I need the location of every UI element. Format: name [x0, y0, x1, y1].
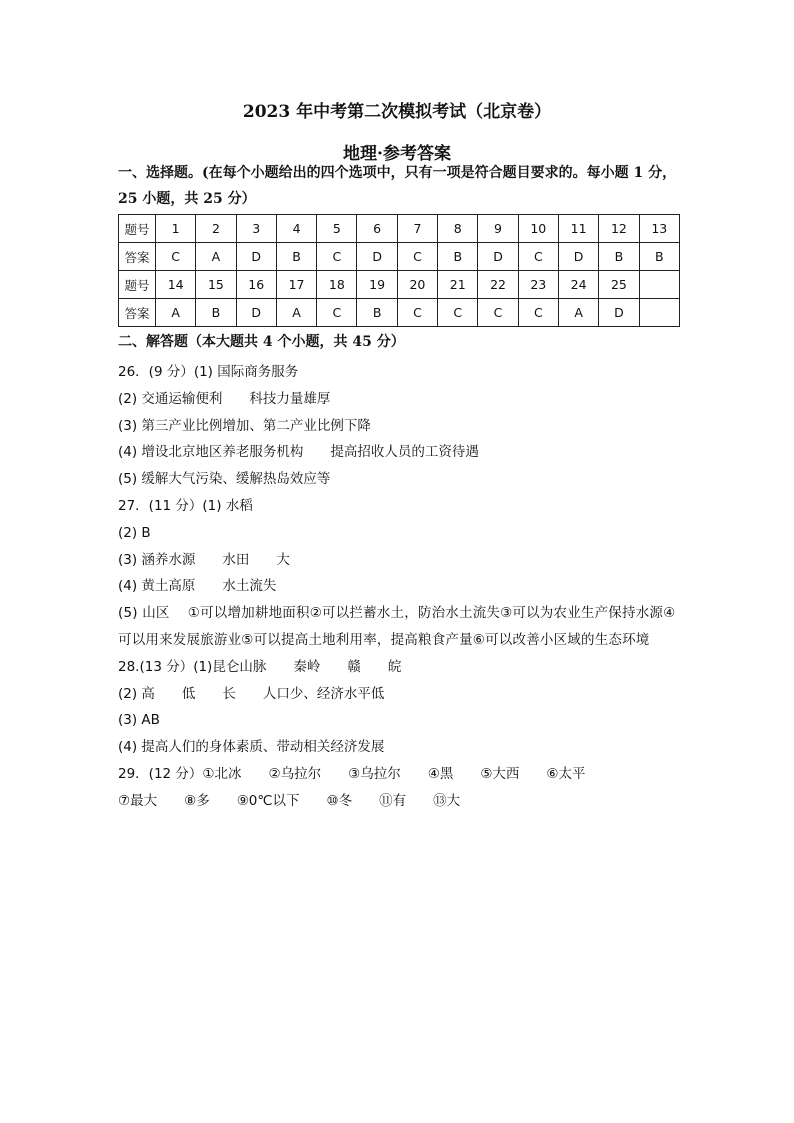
answer-line-29-1: 29．(12 分）①北冰 ②乌拉尔 ③乌拉尔 ④黑 ⑤大西 ⑥太平 [118, 765, 586, 782]
table-cell: 4 [276, 215, 316, 243]
answer-line-28-2: (2) 高 低 长 人口少、经济水平低 [118, 685, 385, 702]
table-cell: 7 [397, 215, 437, 243]
table-row-label: 题号 [119, 271, 156, 299]
table-cell: 22 [478, 271, 518, 299]
table-row-label: 题号 [119, 215, 156, 243]
table-cell: 19 [357, 271, 397, 299]
table-cell: 17 [276, 271, 316, 299]
table-cell: 2 [196, 215, 236, 243]
table-cell: C [317, 243, 357, 271]
table-cell: A [196, 243, 236, 271]
table-row-questions-2 [119, 271, 680, 299]
table-cell: 9 [478, 215, 518, 243]
table-cell: 15 [196, 271, 236, 299]
table-cell: 24 [558, 271, 598, 299]
table-cell: B [196, 299, 236, 327]
page-title: 2023 年中考第二次模拟考试（北京卷） [242, 102, 552, 122]
answer-line-26-4: (4) 增设北京地区养老服务机构 提高招收人员的工资待遇 [118, 444, 479, 461]
answer-line-27-1: 27．(11 分）(1) 水稻 [118, 497, 253, 514]
answer-line-27-3: (3) 涵养水源 水田 大 [118, 551, 290, 568]
table-cell: C [397, 243, 437, 271]
answer-line-27-5: (5) 山区 ①可以增加耕地面积②可以拦蓄水土，防治水土流失③可以为农业生产保持水源④可以用来发展旅游业⑤可以提高土地利用率，提高粮食产量⑥可以改善小区域的生态环境 [118, 605, 676, 648]
page-subtitle: 地理·参考答案 [343, 144, 451, 164]
table-cell: 18 [317, 271, 357, 299]
table-cell: 13 [639, 215, 679, 243]
table-cell: 11 [558, 215, 598, 243]
table-cell: 10 [518, 215, 558, 243]
table-cell [639, 299, 679, 327]
table-cell: 21 [438, 271, 478, 299]
table-cell: D [236, 299, 276, 327]
table-cell: 12 [599, 215, 639, 243]
table-cell: A [558, 299, 598, 327]
answer-table [118, 214, 680, 327]
table-cell: C [518, 243, 558, 271]
answer-line-28-4: (4) 提高人们的身体素质、带动相关经济发展 [118, 739, 385, 756]
table-cell: 20 [397, 271, 437, 299]
answer-line-27-2: (2) B [118, 524, 151, 541]
table-cell: C [397, 299, 437, 327]
section1-heading: 一、选择题。(在每个小题给出的四个选项中，只有一项是符合题目要求的。每小题 1 分，25 小题，共 25 分） [118, 165, 677, 207]
table-row-label: 答案 [119, 243, 156, 271]
answer-line-28-3: (3) AB [118, 712, 160, 729]
table-row-answers-2 [119, 299, 680, 327]
table-cell: D [478, 243, 518, 271]
table-cell [639, 271, 679, 299]
table-cell: B [639, 243, 679, 271]
answer-line-29-2: ⑦最大 ⑧多 ⑨0℃以下 ⑩冬 ⑪有 ⑬大 [118, 792, 461, 809]
table-cell: D [558, 243, 598, 271]
table-cell: 23 [518, 271, 558, 299]
table-row-questions-1 [119, 215, 680, 243]
table-cell: B [599, 243, 639, 271]
table-cell: C [478, 299, 518, 327]
answer-line-26-1: 26．(9 分）(1) 国际商务服务 [118, 364, 299, 380]
table-cell: 16 [236, 271, 276, 299]
table-cell: 25 [599, 271, 639, 299]
table-cell: D [357, 243, 397, 271]
table-cell: C [438, 299, 478, 327]
table-cell: 8 [438, 215, 478, 243]
table-row-answers-1 [119, 243, 680, 271]
answer-line-26-3: (3) 第三产业比例增加、第二产业比例下降 [118, 417, 371, 434]
table-cell: B [276, 243, 316, 271]
table-cell: C [317, 299, 357, 327]
answer-body [118, 359, 688, 815]
section2-heading: 二、解答题（本大题共 4 个小题，共 45 分） [118, 334, 405, 350]
answer-line-26-2: (2) 交通运输便利 科技力量雄厚 [118, 390, 331, 407]
table-cell: 3 [236, 215, 276, 243]
table-cell: D [236, 243, 276, 271]
table-cell: B [438, 243, 478, 271]
table-cell: C [518, 299, 558, 327]
answer-line-28-1: 28.(13 分）(1)昆仑山脉 秦岭 赣 皖 [118, 658, 402, 675]
table-cell: C [156, 243, 196, 271]
table-cell: B [357, 299, 397, 327]
table-cell: 14 [156, 271, 196, 299]
table-cell: 5 [317, 215, 357, 243]
table-cell: 6 [357, 215, 397, 243]
table-cell: A [156, 299, 196, 327]
answer-line-26-5: (5) 缓解大气污染、缓解热岛效应等 [118, 471, 331, 488]
table-row-label: 答案 [119, 299, 156, 327]
answer-line-27-4: (4) 黄土高原 水土流失 [118, 578, 277, 595]
table-cell: 1 [156, 215, 196, 243]
table-cell: D [599, 299, 639, 327]
table-cell: A [276, 299, 316, 327]
